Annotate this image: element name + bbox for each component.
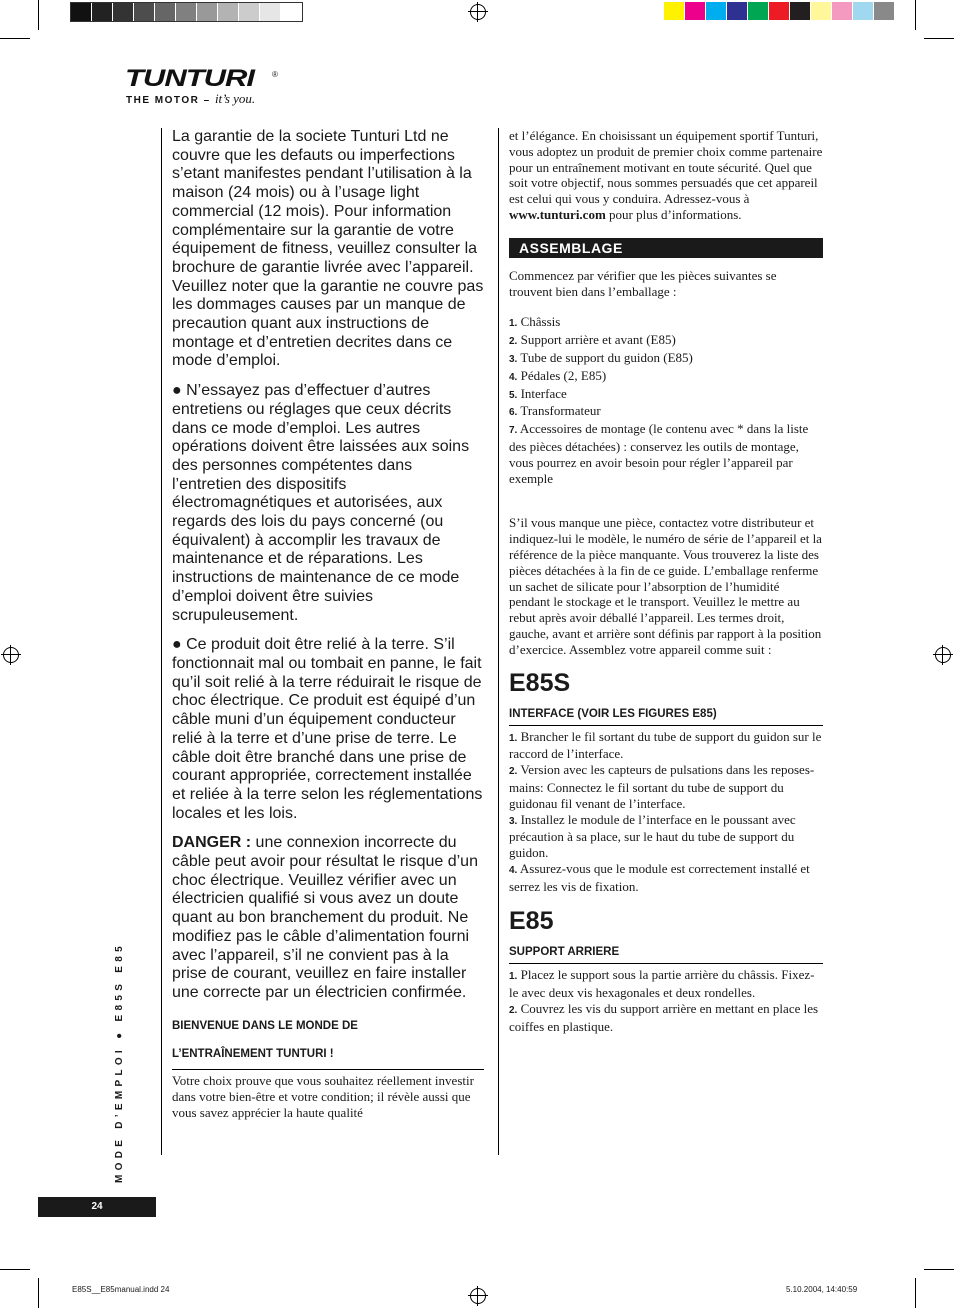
- list-item: 2. Support arrière et avant (E85): [509, 332, 676, 348]
- welcome-intro-text: Votre choix prouve que vous souhaitez réellement investir dans votre bien-être et votre condition; il révèle aussi que vous savez apprécier la haute qualité: [172, 1073, 474, 1120]
- left-column-rule: [161, 128, 162, 1155]
- list-item: 2. Couvrez les vis du support arrière en mettant en place les coiffes en plastique.: [509, 1001, 819, 1034]
- list-item: 3. Installez le module de l’interface en le poussant avec précaution à sa place, sur le haut du tube de support du guidon.: [509, 811, 796, 861]
- list-item: 5. Interface: [509, 385, 567, 401]
- crop-mark: [38, 1278, 39, 1308]
- registration-mark-icon: [935, 647, 951, 663]
- assemblage-heading: ASSEMBLAGE: [509, 238, 823, 258]
- middle-column-rule: [498, 128, 499, 1155]
- interface-steps: [509, 729, 823, 895]
- footer-date: 5.10.2004, 14:40:59: [786, 1285, 858, 1294]
- support-steps: [509, 967, 823, 1034]
- parts-list: [509, 314, 823, 486]
- crop-mark: [0, 38, 30, 39]
- welcome-heading-line2: L’ENTRAÎNEMENT TUNTURI !: [172, 1045, 484, 1070]
- parts-check-text: Commencez par vérifier que les pièces suivantes se trouvent bien dans l’emballage :: [509, 267, 777, 299]
- list-item: 1. Châssis: [509, 314, 561, 330]
- welcome-heading-line1: BIENVENUE DANS LE MONDE DE: [172, 1019, 358, 1032]
- model-heading-e85s: E85S: [509, 668, 571, 697]
- list-item: 7. Accessoires de montage (le contenu avec * dans la liste des pièces détachées) : conservez les outils de montage, vous pourrez en avoir besoin pour régler l’appareil par exemple: [509, 421, 809, 486]
- danger-paragraph: DANGER : une connexion incorrecte du câble peut avoir pour résultat le risque d’un choc électrique. Veuillez vérifier avec un électricien qualifié si vous avez un doute quant au bon branchement du produit. Ne modifiez pas le câble d’alimentation fourni avec l’appareil, s’il ne convient pas à la prise de courant, veuillez en faire installer une correcte par un électricien confirmée.: [172, 834, 478, 1001]
- support-heading: SUPPORT ARRIERE: [509, 946, 823, 964]
- model-heading-e85: E85: [509, 907, 554, 936]
- tunturi-url: www.tunturi.com: [509, 206, 606, 222]
- warranty-paragraph: La garantie de la societe Tunturi Ltd ne couvre que les defauts ou imperfections s’etant manifestes pendant l’utilisation à la maison (24 mois) ou à l’usage light commercial (12 mois). Pour information complémentaire sur la garantie de votre équipement de fitness, veuillez consulter la brochure de garantie livrée avec l’appareil. Veuillez noter que la garantie ne couvre pas les dommages causes par un manque de precaution quant aux instructions de montage et d’entretien decrites dans ce mode d’emploi.: [172, 128, 484, 370]
- list-item: 4. Pédales (2, E85): [509, 367, 607, 383]
- page-number: 24: [38, 1197, 156, 1217]
- list-item: 3. Tube de support du guidon (E85): [509, 349, 693, 365]
- registration-mark-icon: [470, 4, 486, 20]
- crop-mark: [924, 38, 954, 39]
- registered-mark: ®: [272, 70, 278, 79]
- missing-parts-text: S’il vous manque une pièce, contactez votre distributeur et indiquez-lui le modèle, le numéro de série de l’appareil et la référence de la pièce manquante. Vous trouverez la liste des pièces détachées à la fin de ce guide. L’emballage renferme un sachet de silicate pour l’absorption de l’humidité pendant le stockage et le transport. Veuillez le mettre au rebut après avoir déballé l’appareil. Les termes droit, gauche, avant et arrière sont définis par rapport à la position d’exercice. Assemblez votre appareil comme suit :: [509, 515, 822, 657]
- intro-continued-text: et l’élégance. En choisissant un équipement sportif Tunturi, vous adoptez un produit de premier choix comme partenaire pour un entraînement motivant en toute sécurité. Quel que soit votre objectif, nous sommes persuadés que cet appareil est celui qui vous y conduira. Adressez-vous à www.tunturi.com pour plus d’informations.: [509, 128, 823, 222]
- list-item: 6. Transformateur: [509, 403, 601, 419]
- registration-mark-icon: [470, 1288, 486, 1304]
- left-column: [172, 128, 484, 1131]
- maintenance-warning-paragraph: ● N’essayez pas d’effectuer d’autres entretiens ou réglages que ceux décrits dans ce mode d’emploi. Les autres opérations doivent être laissées aux soins des personnes compétentes dans l’entretien des dispositifs électromagnétiques et autorisées, aux regards des lois du pays concerné (ou équivalent) à accomplir les travaux de maintenance et de réparations. Les instructions de maintenance de ce mode d’emploi doivent être suivies scrupuleusement.: [172, 382, 470, 624]
- brand-tagline: THE MOTOR – it’s you.: [126, 91, 256, 106]
- crop-mark: [915, 0, 916, 30]
- process-color-bar: [664, 2, 895, 20]
- interface-heading: INTERFACE (VOIR LES FIGURES E85): [509, 708, 823, 726]
- danger-label: DANGER :: [172, 834, 252, 852]
- crop-mark: [0, 1269, 30, 1270]
- list-item: 2. Version avec les capteurs de pulsations dans les reposes-mains: Connectez le fil sortant du tube de support du guidonau fil venant de l’interface.: [509, 762, 815, 811]
- brand-logo: TUNTURI: [125, 64, 255, 92]
- registration-mark-icon: [3, 647, 19, 663]
- grayscale-color-bar: [70, 2, 303, 22]
- right-column: [509, 128, 823, 1035]
- footer-file-name: E85S__E85manual.indd 24: [72, 1285, 170, 1294]
- crop-mark: [915, 1278, 916, 1308]
- crop-mark: [38, 0, 39, 30]
- list-item: 1. Brancher le fil sortant du tube de support du guidon sur le raccord de l’interface.: [509, 728, 822, 762]
- list-item: 4. Assurez-vous que le module est correctement installé et serrez les vis de fixation.: [509, 860, 810, 894]
- crop-mark: [924, 1269, 954, 1270]
- list-item: 1. Placez le support sous la partie arrière du châssis. Fixez-le avec deux vis hexagonales et deux rondelles.: [509, 967, 815, 1001]
- grounding-paragraph: ● Ce produit doit être relié à la terre. S’il fonctionnait mal ou tombait en panne, le fait qu’il soit relié à la terre réduirait le risque de choc électrique. Ce produit est équipé d’un câble muni d’un équipement conducteur relié à la terre et d’une prise de terre. Le câble doit être branché dans une prise de courant appropriée, correctement installée et reliée à la terre selon les réglementations locales et les lois.: [172, 636, 483, 822]
- side-running-label: MODE D’EMPLOI ● E85S E85: [114, 942, 125, 1183]
